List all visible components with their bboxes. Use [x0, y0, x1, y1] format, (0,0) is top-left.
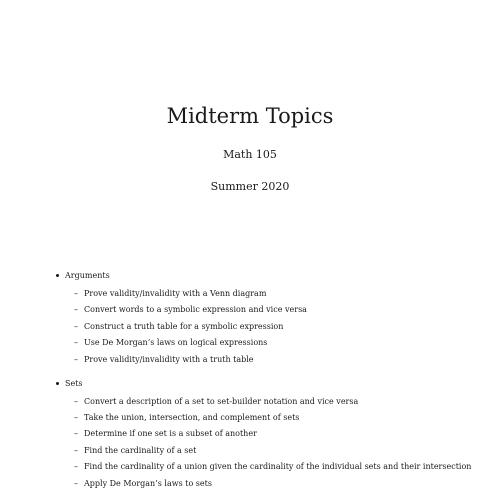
- topic-list: [0, 270, 500, 490]
- list-item: [0, 337, 500, 349]
- list-item-text: Prove validity/invalidity with a Venn diagram: [84, 289, 267, 298]
- dash-icon: –: [74, 445, 78, 455]
- topic-arguments: [0, 270, 500, 366]
- dash-icon: –: [74, 412, 78, 422]
- list-item: [0, 445, 500, 457]
- list-item-text: Convert a description of a set to set-builder notation and vice versa: [84, 396, 359, 406]
- list-item: [0, 288, 500, 300]
- list-item-text: Determine if one set is a subset of another: [84, 429, 257, 439]
- term-label: Summer 2020: [210, 180, 290, 193]
- dash-icon: –: [74, 429, 78, 439]
- list-item: [0, 304, 500, 316]
- dash-icon: –: [74, 478, 78, 488]
- list-item: [0, 428, 500, 440]
- subtopic-list: [0, 288, 500, 366]
- list-item-text: Convert words to a symbolic expression and vice versa: [84, 305, 307, 315]
- bullet-icon: [56, 382, 59, 385]
- dash-icon: –: [74, 354, 78, 364]
- topic-label: Sets: [65, 378, 83, 388]
- list-item-text: Find the cardinality of a union given the cardinality of the individual sets and their intersection: [84, 462, 472, 472]
- topic-label: Arguments: [65, 271, 110, 280]
- page-title: Midterm Topics: [166, 104, 334, 128]
- dash-icon: –: [74, 289, 78, 298]
- topic-heading: [0, 378, 500, 390]
- list-item: [0, 461, 500, 473]
- bullet-icon: [56, 274, 59, 277]
- list-item-text: Take the union, intersection, and complement of sets: [84, 412, 300, 422]
- subtopic-list: [0, 396, 500, 490]
- dash-icon: –: [74, 396, 78, 406]
- dash-icon: –: [74, 462, 78, 472]
- list-item-text: Prove validity/invalidity with a truth table: [84, 354, 254, 364]
- list-item-text: Find the cardinality of a set: [84, 445, 197, 455]
- topic-sets: [0, 378, 500, 490]
- list-item-text: Use De Morgan’s laws on logical expressions: [84, 338, 268, 348]
- list-item: [0, 396, 500, 408]
- list-item: [0, 412, 500, 424]
- list-item-text: Apply De Morgan’s laws to sets: [84, 478, 212, 488]
- list-item-text: Construct a truth table for a symbolic expression: [84, 321, 284, 331]
- course-name: Math 105: [223, 148, 277, 161]
- list-item: [0, 478, 500, 490]
- list-item: [0, 321, 500, 333]
- topic-heading: [0, 270, 500, 282]
- dash-icon: –: [74, 305, 78, 315]
- dash-icon: –: [74, 338, 78, 348]
- list-item: [0, 354, 500, 366]
- dash-icon: –: [74, 321, 78, 331]
